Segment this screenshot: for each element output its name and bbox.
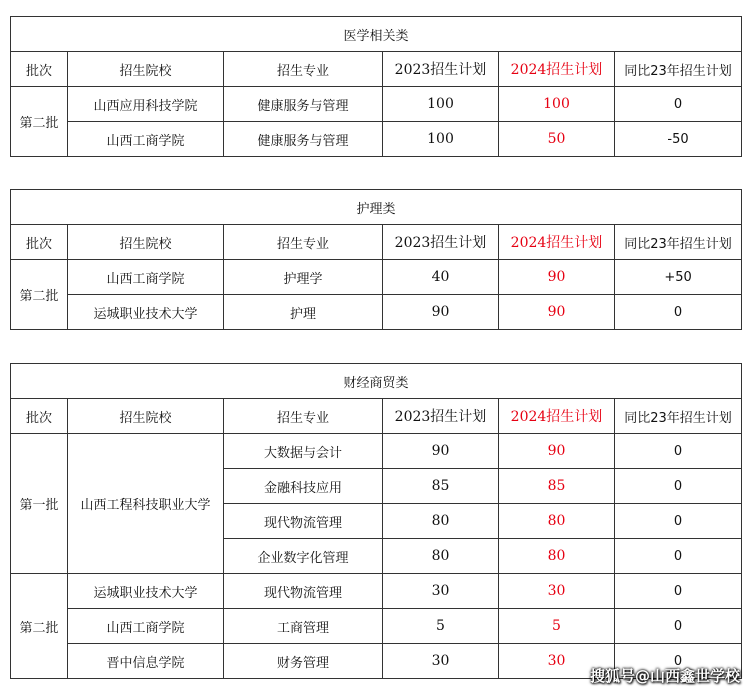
plan-2024-cell: 90 [499,260,615,295]
col-header-batch: 批次 [11,225,68,260]
major-cell: 工商管理 [224,609,383,644]
plan-2023-cell: 90 [383,434,499,469]
diff-cell: -50 [615,122,742,157]
diff-cell: 0 [615,539,742,574]
table-row [11,295,742,330]
diff-cell: 0 [615,434,742,469]
col-header-batch: 批次 [11,52,68,87]
major-cell: 财务管理 [224,644,383,679]
plan-2024-cell: 80 [499,539,615,574]
diff-cell: +50 [615,260,742,295]
diff-cell: 0 [615,295,742,330]
plan-2023-cell: 30 [383,644,499,679]
col-header-major: 招生专业 [224,225,383,260]
col-header-major: 招生专业 [224,52,383,87]
plan-2024-cell: 100 [499,87,615,122]
school-cell: 运城职业技术大学 [68,574,224,609]
col-header-plan-2023: 2023招生计划 [383,399,499,434]
diff-cell: 0 [615,609,742,644]
col-header-school: 招生院校 [68,225,224,260]
plan-2024-cell: 5 [499,609,615,644]
table-row [11,609,742,644]
table-title: 护理类 [11,190,742,225]
major-cell: 健康服务与管理 [224,87,383,122]
table-title: 医学相关类 [11,17,742,52]
diff-cell: 0 [615,504,742,539]
plan-2023-cell: 5 [383,609,499,644]
diff-cell: 0 [615,644,742,679]
plan-2024-cell: 85 [499,469,615,504]
major-cell: 现代物流管理 [224,504,383,539]
table-row [11,260,742,295]
table-finance-trade [10,363,742,679]
major-cell: 现代物流管理 [224,574,383,609]
table-title: 财经商贸类 [11,364,742,399]
batch-cell: 第二批 [11,260,68,330]
col-header-school: 招生院校 [68,399,224,434]
plan-2024-cell: 50 [499,122,615,157]
col-header-plan-2023: 2023招生计划 [383,52,499,87]
major-cell: 护理学 [224,260,383,295]
table-row [11,574,742,609]
col-header-diff: 同比23年招生计划 [615,225,742,260]
school-cell: 山西工商学院 [68,122,224,157]
col-header-school: 招生院校 [68,52,224,87]
major-cell: 健康服务与管理 [224,122,383,157]
school-cell: 运城职业技术大学 [68,295,224,330]
batch-cell: 第二批 [11,87,68,157]
table-row [11,122,742,157]
plan-2024-cell: 90 [499,295,615,330]
plan-2024-cell: 80 [499,504,615,539]
major-cell: 大数据与会计 [224,434,383,469]
plan-2023-cell: 30 [383,574,499,609]
plan-2024-cell: 30 [499,574,615,609]
watermark: 搜狐号@山西鑫世学校 [589,667,740,685]
plan-2023-cell: 80 [383,539,499,574]
plan-2023-cell: 100 [383,87,499,122]
plan-2024-cell: 90 [499,434,615,469]
school-cell: 山西应用科技学院 [68,87,224,122]
school-cell: 山西工商学院 [68,609,224,644]
diff-cell: 0 [615,87,742,122]
table-medical [10,16,742,157]
major-cell: 企业数字化管理 [224,539,383,574]
plan-2024-cell: 30 [499,644,615,679]
batch-cell: 第一批 [11,434,68,574]
table-row [11,434,742,469]
col-header-diff: 同比23年招生计划 [615,399,742,434]
col-header-plan-2024: 2024招生计划 [499,52,615,87]
col-header-plan-2023: 2023招生计划 [383,225,499,260]
plan-2023-cell: 40 [383,260,499,295]
major-cell: 金融科技应用 [224,469,383,504]
plan-2023-cell: 100 [383,122,499,157]
plan-2023-cell: 90 [383,295,499,330]
col-header-plan-2024: 2024招生计划 [499,225,615,260]
major-cell: 护理 [224,295,383,330]
diff-cell: 0 [615,469,742,504]
school-cell: 晋中信息学院 [68,644,224,679]
school-cell: 山西工商学院 [68,260,224,295]
plan-2023-cell: 80 [383,504,499,539]
table-row [11,87,742,122]
col-header-batch: 批次 [11,399,68,434]
batch-cell: 第二批 [11,574,68,679]
school-cell: 山西工程科技职业大学 [68,434,224,574]
diff-cell: 0 [615,574,742,609]
col-header-diff: 同比23年招生计划 [615,52,742,87]
col-header-major: 招生专业 [224,399,383,434]
col-header-plan-2024: 2024招生计划 [499,399,615,434]
plan-2023-cell: 85 [383,469,499,504]
table-nursing [10,189,742,330]
